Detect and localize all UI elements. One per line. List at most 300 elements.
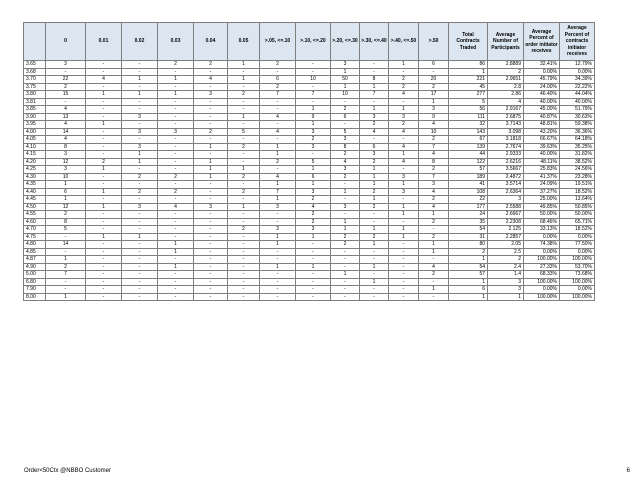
table-cell: 7 bbox=[260, 188, 296, 196]
table-cell: 1 bbox=[46, 256, 86, 264]
table-cell: 3 bbox=[331, 203, 360, 211]
table-cell: 50.00% bbox=[560, 211, 595, 219]
table-cell: 100.00% bbox=[560, 256, 595, 264]
table-cell: 8 bbox=[46, 218, 86, 226]
table-cell: 25.83% bbox=[524, 166, 560, 174]
table-cell: 4 bbox=[331, 158, 360, 166]
table-cell: - bbox=[194, 241, 228, 249]
table-cell: 177 bbox=[449, 203, 488, 211]
table-cell: - bbox=[228, 196, 260, 204]
table-cell: - bbox=[360, 211, 389, 219]
table-cell: 2 bbox=[488, 68, 524, 76]
table-cell: 7 bbox=[260, 91, 296, 99]
table-row bbox=[24, 143, 595, 151]
table-cell: 2 bbox=[419, 166, 449, 174]
table-body bbox=[24, 61, 595, 301]
table-cell: 48.81% bbox=[524, 121, 560, 129]
table-cell: - bbox=[228, 136, 260, 144]
table-cell: 4 bbox=[46, 136, 86, 144]
table-cell: 40.00% bbox=[524, 151, 560, 159]
row-label: 4.25 bbox=[24, 166, 46, 174]
table-cell: 34.39% bbox=[560, 76, 595, 84]
table-cell: 2 bbox=[260, 83, 296, 91]
column-header: 0 bbox=[46, 23, 86, 61]
table-cell: - bbox=[86, 196, 122, 204]
table-cell: 6 bbox=[46, 188, 86, 196]
table-cell: - bbox=[296, 151, 331, 159]
table-cell: 18.52% bbox=[560, 226, 595, 234]
table-row bbox=[24, 76, 595, 84]
table-cell: - bbox=[122, 166, 158, 174]
table-cell: - bbox=[260, 136, 296, 144]
table-cell: - bbox=[158, 143, 194, 151]
table-cell: - bbox=[419, 256, 449, 264]
table-cell: 0.00% bbox=[560, 286, 595, 294]
table-cell: 100.00% bbox=[560, 278, 595, 286]
table-cell: - bbox=[122, 83, 158, 91]
table-cell: 2 bbox=[331, 151, 360, 159]
table-cell: 7 bbox=[360, 91, 389, 99]
table-cell: 2 bbox=[228, 226, 260, 234]
table-cell: 2 bbox=[419, 218, 449, 226]
table-cell: 39.63% bbox=[524, 143, 560, 151]
table-cell: 2.9167 bbox=[488, 106, 524, 114]
table-cell: - bbox=[360, 256, 389, 264]
column-header: >.20, <=.30 bbox=[331, 23, 360, 61]
table-cell: 6 bbox=[419, 61, 449, 69]
table-cell: - bbox=[331, 278, 360, 286]
table-cell: - bbox=[389, 263, 419, 271]
table-cell: 1 bbox=[389, 151, 419, 159]
table-cell: - bbox=[360, 286, 389, 294]
table-cell: 24.09% bbox=[524, 181, 560, 189]
table-cell: - bbox=[228, 293, 260, 301]
table-cell: - bbox=[158, 181, 194, 189]
table-cell: - bbox=[331, 211, 360, 219]
column-header: Total Contracts Traded bbox=[449, 23, 488, 61]
table-cell: 2.86 bbox=[488, 91, 524, 99]
table-cell: - bbox=[389, 271, 419, 279]
table-cell: - bbox=[194, 211, 228, 219]
table-cell: 10 bbox=[46, 173, 86, 181]
table-cell: 1 bbox=[419, 248, 449, 256]
table-cell: 31.82% bbox=[560, 151, 595, 159]
table-cell: 1 bbox=[260, 151, 296, 159]
table-cell: 1 bbox=[86, 91, 122, 99]
table-cell: - bbox=[260, 271, 296, 279]
table-cell: 1 bbox=[296, 121, 331, 129]
table-cell: 86 bbox=[449, 61, 488, 69]
table-cell: 1 bbox=[331, 226, 360, 234]
table-cell: 3.7143 bbox=[488, 121, 524, 129]
table-cell: 1 bbox=[360, 83, 389, 91]
table-cell: 2 bbox=[158, 173, 194, 181]
table-cell: - bbox=[331, 256, 360, 264]
table-cell: - bbox=[194, 256, 228, 264]
table-cell: 2 bbox=[419, 271, 449, 279]
table-cell: - bbox=[296, 256, 331, 264]
table-cell: 2.8889 bbox=[488, 61, 524, 69]
table-cell: 1 bbox=[260, 196, 296, 204]
table-cell: 2 bbox=[419, 136, 449, 144]
table-cell: 13 bbox=[46, 113, 86, 121]
table-cell: 143 bbox=[449, 128, 488, 136]
table-cell: - bbox=[296, 68, 331, 76]
table-row bbox=[24, 233, 595, 241]
table-cell: - bbox=[122, 278, 158, 286]
row-label: 5.00 bbox=[24, 271, 46, 279]
table-cell: 1 bbox=[331, 218, 360, 226]
table-row bbox=[24, 61, 595, 69]
table-cell: 2 bbox=[449, 248, 488, 256]
table-cell: - bbox=[122, 68, 158, 76]
table-cell: 45 bbox=[449, 83, 488, 91]
table-cell: 43.20% bbox=[524, 128, 560, 136]
table-cell: 2 bbox=[488, 256, 524, 264]
table-cell: - bbox=[194, 188, 228, 196]
table-cell: - bbox=[260, 68, 296, 76]
table-cell: - bbox=[331, 248, 360, 256]
table-cell: 24 bbox=[449, 211, 488, 219]
table-cell: 1 bbox=[449, 68, 488, 76]
table-cell: - bbox=[158, 98, 194, 106]
table-row bbox=[24, 248, 595, 256]
table-cell: 1 bbox=[419, 98, 449, 106]
table-cell: - bbox=[389, 166, 419, 174]
column-header: >.40, <=.50 bbox=[389, 23, 419, 61]
table-cell: 1 bbox=[296, 166, 331, 174]
table-cell: 1 bbox=[260, 143, 296, 151]
table-cell: - bbox=[260, 121, 296, 129]
table-cell: 3 bbox=[360, 151, 389, 159]
row-label: 4.75 bbox=[24, 233, 46, 241]
table-cell: 108 bbox=[449, 188, 488, 196]
table-cell: 54 bbox=[449, 226, 488, 234]
table-cell: 1 bbox=[260, 241, 296, 249]
row-label: 3.85 bbox=[24, 106, 46, 114]
table-cell: 1 bbox=[46, 196, 86, 204]
table-cell: 30.63% bbox=[560, 113, 595, 121]
column-header: >.30, <=.40 bbox=[360, 23, 389, 61]
table-cell: - bbox=[158, 226, 194, 234]
table-cell: - bbox=[194, 286, 228, 294]
row-label: 4.70 bbox=[24, 226, 46, 234]
row-label: 3.81 bbox=[24, 98, 46, 106]
table-cell: 4 bbox=[260, 128, 296, 136]
table-cell: - bbox=[228, 98, 260, 106]
table-cell: 0.00% bbox=[524, 68, 560, 76]
table-cell: 1 bbox=[158, 91, 194, 99]
table-cell: 3 bbox=[488, 278, 524, 286]
table-cell: 1 bbox=[122, 233, 158, 241]
table-cell: 1 bbox=[360, 166, 389, 174]
table-row bbox=[24, 151, 595, 159]
column-header: 0.02 bbox=[122, 23, 158, 61]
table-cell: - bbox=[228, 121, 260, 129]
table-cell: 0.00% bbox=[560, 68, 595, 76]
table-cell: 2 bbox=[260, 61, 296, 69]
table-cell: - bbox=[86, 61, 122, 69]
table-cell: - bbox=[296, 293, 331, 301]
table-cell: - bbox=[194, 226, 228, 234]
table-cell: 1 bbox=[360, 181, 389, 189]
table-cell: - bbox=[194, 83, 228, 91]
table-cell: - bbox=[122, 121, 158, 129]
table-cell: 2 bbox=[296, 196, 331, 204]
table-cell: - bbox=[122, 98, 158, 106]
table-cell: - bbox=[158, 286, 194, 294]
table-cell: - bbox=[228, 68, 260, 76]
table-cell: - bbox=[158, 211, 194, 219]
table-cell: - bbox=[360, 248, 389, 256]
table-cell: 7 bbox=[46, 271, 86, 279]
column-header: >.05, <=.10 bbox=[260, 23, 296, 61]
table-cell: - bbox=[158, 293, 194, 301]
table-cell: - bbox=[331, 181, 360, 189]
table-cell: - bbox=[228, 241, 260, 249]
table-cell: 3 bbox=[122, 128, 158, 136]
table-row bbox=[24, 196, 595, 204]
table-cell: 1 bbox=[360, 226, 389, 234]
table-cell: 1 bbox=[331, 83, 360, 91]
table-cell: 0.00% bbox=[524, 286, 560, 294]
table-cell: 2 bbox=[419, 83, 449, 91]
table-cell: 1 bbox=[449, 293, 488, 301]
table-cell: - bbox=[389, 278, 419, 286]
table-cell: 65.71% bbox=[560, 218, 595, 226]
table-cell: 3.1818 bbox=[488, 136, 524, 144]
table-cell: 2 bbox=[296, 136, 331, 144]
table-cell: - bbox=[194, 196, 228, 204]
table-cell: 2 bbox=[46, 83, 86, 91]
table-cell: - bbox=[86, 68, 122, 76]
table-row bbox=[24, 158, 595, 166]
table-cell: - bbox=[86, 226, 122, 234]
table-cell: 57 bbox=[449, 271, 488, 279]
table-cell: 12 bbox=[46, 203, 86, 211]
table-row bbox=[24, 271, 595, 279]
row-label: 4.55 bbox=[24, 211, 46, 219]
table-cell: 5 bbox=[331, 128, 360, 136]
table-cell: 80 bbox=[449, 241, 488, 249]
table-row bbox=[24, 98, 595, 106]
table-cell: 31 bbox=[449, 233, 488, 241]
table-cell: 122 bbox=[449, 158, 488, 166]
table-cell: - bbox=[86, 173, 122, 181]
table-cell: 1 bbox=[228, 166, 260, 174]
table-cell: 2 bbox=[228, 173, 260, 181]
table-cell: - bbox=[194, 113, 228, 121]
table-cell: - bbox=[360, 218, 389, 226]
table-cell: - bbox=[122, 271, 158, 279]
table-cell: 4 bbox=[86, 76, 122, 84]
table-cell: - bbox=[194, 218, 228, 226]
table-cell: 74.38% bbox=[524, 241, 560, 249]
table-cell: 1 bbox=[122, 158, 158, 166]
row-label: 6.80 bbox=[24, 278, 46, 286]
table-row bbox=[24, 263, 595, 271]
table-cell: - bbox=[296, 286, 331, 294]
table-cell: 1 bbox=[360, 173, 389, 181]
table-cell: - bbox=[158, 233, 194, 241]
table-cell: 3 bbox=[46, 151, 86, 159]
table-cell: 2.2857 bbox=[488, 233, 524, 241]
table-cell: - bbox=[194, 136, 228, 144]
table-cell: - bbox=[86, 271, 122, 279]
table-cell: 6 bbox=[331, 113, 360, 121]
table-cell: 36.36% bbox=[560, 128, 595, 136]
table-cell: 2 bbox=[158, 61, 194, 69]
table-cell: - bbox=[158, 121, 194, 129]
table-cell: - bbox=[228, 278, 260, 286]
table-cell: 1 bbox=[122, 151, 158, 159]
row-label: 4.15 bbox=[24, 151, 46, 159]
table-cell: 46.40% bbox=[524, 91, 560, 99]
table-cell: - bbox=[296, 61, 331, 69]
column-header: 0.01 bbox=[86, 23, 122, 61]
table-cell: - bbox=[122, 241, 158, 249]
table-cell: 2.6216 bbox=[488, 158, 524, 166]
table-cell: 68.33% bbox=[524, 271, 560, 279]
row-label: 8.00 bbox=[24, 293, 46, 301]
table-cell: 4 bbox=[260, 173, 296, 181]
table-cell: 4 bbox=[419, 151, 449, 159]
table-cell: 35.25% bbox=[560, 143, 595, 151]
table-cell: 27.33% bbox=[524, 263, 560, 271]
row-label: 4.80 bbox=[24, 241, 46, 249]
table-cell: 73.68% bbox=[560, 271, 595, 279]
table-cell: 189 bbox=[449, 173, 488, 181]
table-cell: 2 bbox=[419, 196, 449, 204]
table-cell: - bbox=[86, 83, 122, 91]
table-cell: - bbox=[86, 143, 122, 151]
table-cell: 3 bbox=[296, 128, 331, 136]
row-label: 4.60 bbox=[24, 218, 46, 226]
table-row bbox=[24, 83, 595, 91]
table-cell: 2 bbox=[331, 241, 360, 249]
table-cell: 57 bbox=[449, 166, 488, 174]
table-cell: 40.00% bbox=[524, 98, 560, 106]
table-cell: - bbox=[122, 106, 158, 114]
table-cell: - bbox=[194, 151, 228, 159]
table-cell: - bbox=[122, 218, 158, 226]
table-cell: 64.18% bbox=[560, 136, 595, 144]
column-header: Average Number of Participants bbox=[488, 23, 524, 61]
table-cell: 2 bbox=[360, 188, 389, 196]
table-cell: - bbox=[86, 128, 122, 136]
table-cell: 4 bbox=[46, 121, 86, 129]
table-cell: - bbox=[260, 256, 296, 264]
table-cell: 6 bbox=[360, 143, 389, 151]
table-cell: 3.5667 bbox=[488, 166, 524, 174]
table-cell: 1 bbox=[389, 203, 419, 211]
table-row bbox=[24, 106, 595, 114]
table-cell: - bbox=[194, 121, 228, 129]
table-cell: 3 bbox=[360, 113, 389, 121]
table-cell: - bbox=[194, 233, 228, 241]
table-cell: 4 bbox=[296, 203, 331, 211]
table-cell: 2 bbox=[389, 76, 419, 84]
row-label: 3.70 bbox=[24, 76, 46, 84]
row-label: 3.68 bbox=[24, 68, 46, 76]
table-cell: 2.05 bbox=[488, 241, 524, 249]
table-cell: - bbox=[260, 248, 296, 256]
table-cell: 32.41% bbox=[524, 61, 560, 69]
table-cell: - bbox=[389, 286, 419, 294]
table-cell: - bbox=[228, 233, 260, 241]
table-cell: 9 bbox=[296, 113, 331, 121]
table-row bbox=[24, 113, 595, 121]
table-cell: - bbox=[296, 248, 331, 256]
table-cell: - bbox=[158, 83, 194, 91]
table-cell: - bbox=[86, 113, 122, 121]
table-cell: 1 bbox=[228, 203, 260, 211]
table-cell: 1 bbox=[158, 76, 194, 84]
table-cell: 18.52% bbox=[560, 188, 595, 196]
table-cell: 4 bbox=[389, 158, 419, 166]
column-header: Average Percent of order initiator receives bbox=[524, 23, 560, 61]
table-cell: 8 bbox=[46, 143, 86, 151]
table-cell: 59.38% bbox=[560, 121, 595, 129]
table-cell: 49.85% bbox=[524, 203, 560, 211]
table-cell: 1 bbox=[389, 106, 419, 114]
table-cell: - bbox=[158, 158, 194, 166]
table-row bbox=[24, 121, 595, 129]
table-cell: - bbox=[158, 218, 194, 226]
table-cell: 2 bbox=[194, 61, 228, 69]
table-cell: 45.79% bbox=[524, 76, 560, 84]
table-cell: 2 bbox=[389, 83, 419, 91]
table-cell: - bbox=[228, 106, 260, 114]
table-cell: 41 bbox=[449, 181, 488, 189]
table-cell: 3 bbox=[260, 203, 296, 211]
table-cell: 1 bbox=[86, 188, 122, 196]
table-cell: 7 bbox=[419, 143, 449, 151]
table-cell: 4 bbox=[488, 98, 524, 106]
table-cell: 1.4 bbox=[488, 271, 524, 279]
table-cell: 2 bbox=[360, 158, 389, 166]
table-cell: 15 bbox=[46, 91, 86, 99]
table-cell: 3 bbox=[122, 203, 158, 211]
table-cell: 2 bbox=[360, 233, 389, 241]
table-cell: 2.4 bbox=[488, 263, 524, 271]
table-cell: 4 bbox=[419, 263, 449, 271]
table-cell: 2 bbox=[296, 218, 331, 226]
table-cell: 2.4872 bbox=[488, 173, 524, 181]
table-cell: - bbox=[122, 256, 158, 264]
table-cell: - bbox=[194, 68, 228, 76]
table-cell: 3 bbox=[488, 286, 524, 294]
table-cell: - bbox=[260, 106, 296, 114]
column-header: >.10, <=.20 bbox=[296, 23, 331, 61]
table-row bbox=[24, 218, 595, 226]
table-cell: 100.00% bbox=[560, 293, 595, 301]
table-row bbox=[24, 226, 595, 234]
table-cell: 24.00% bbox=[524, 83, 560, 91]
table-cell: 2 bbox=[360, 121, 389, 129]
table-cell: 5 bbox=[296, 158, 331, 166]
table-cell: - bbox=[389, 68, 419, 76]
table-cell: 5 bbox=[46, 226, 86, 234]
table-cell: - bbox=[158, 136, 194, 144]
row-label: 4.30 bbox=[24, 173, 46, 181]
table-cell: 2.6667 bbox=[488, 211, 524, 219]
table-cell: 1 bbox=[389, 226, 419, 234]
table-cell: 1 bbox=[158, 248, 194, 256]
table-cell: - bbox=[86, 218, 122, 226]
table-cell: - bbox=[260, 278, 296, 286]
table-cell: - bbox=[419, 226, 449, 234]
